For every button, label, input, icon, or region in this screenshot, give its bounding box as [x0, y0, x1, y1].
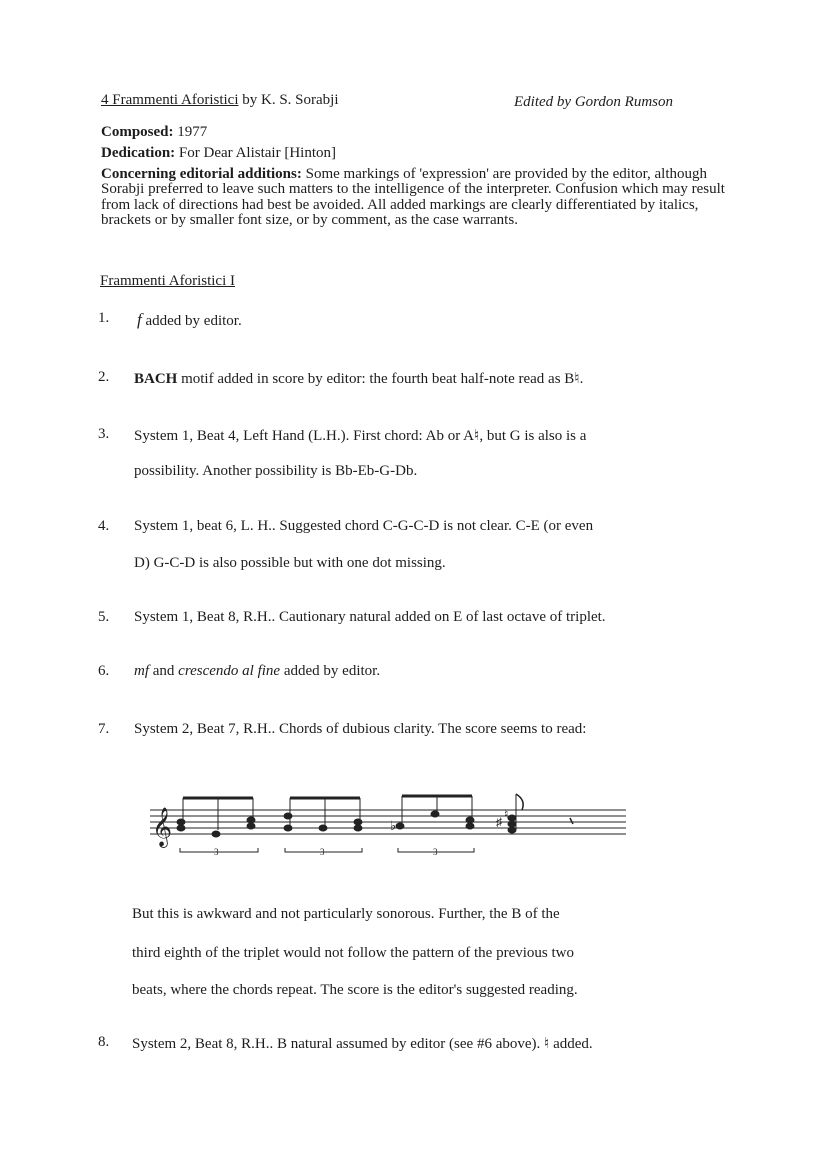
- note-number: 2.: [98, 369, 110, 385]
- editor-credit: Edited by Gordon Rumson: [514, 94, 674, 110]
- note-8-text: System 2, Beat 8, R.H.. B natural assumed by editor (see #6 above). ♮ added.: [132, 1036, 593, 1052]
- note-5-text: System 1, Beat 8, R.H.. Cautionary natural added on E of last octave of triplet.: [134, 609, 606, 625]
- title-work-name: 4 Frammenti Aforistici: [101, 92, 239, 108]
- concerning-label: Concerning editorial additions:: [101, 166, 302, 182]
- svg-text:♭: ♭: [390, 818, 397, 833]
- dedication-label: Dedication:: [101, 145, 176, 161]
- composed-line: [101, 125, 207, 140]
- note-7-paragraph-line-1: But this is awkward and not particularly sonorous. Further, the B of the: [132, 906, 560, 922]
- dynamic-mf-symbol: mf: [134, 663, 149, 679]
- note-number: 4.: [98, 518, 110, 534]
- note-number: 7.: [98, 721, 110, 737]
- note-1-text: added by editor.: [141, 313, 242, 329]
- staff-lines: [150, 810, 626, 834]
- note-text: [134, 369, 583, 388]
- concerning-text: Some markings of 'expression' are provided by the editor, although Sorabji preferred to leave such matters to the intelligence of the interpreter. Confusion which may result from lack of directions had best be avoided. All added markings are clearly differentiated by italics, brackets or by smaller font size, or by comment, as the case warrants.: [101, 166, 725, 228]
- note-text: [134, 663, 380, 680]
- crescendo-marking: crescendo al fine: [178, 663, 281, 679]
- note-3-line-1: System 1, Beat 4, Left Hand (L.H.). First chord: Ab or A♮, but G is also is a: [134, 428, 587, 444]
- composed-label: Composed:: [101, 124, 174, 140]
- note-number: 8.: [98, 1034, 110, 1050]
- note-number: 6.: [98, 663, 110, 679]
- bach-motif-label: BACH: [134, 371, 178, 387]
- note-6-text: added by editor.: [280, 663, 381, 679]
- note-text: [137, 310, 242, 330]
- note-2-text: motif added in score by editor: the fourth beat half-note read as B♮.: [177, 371, 584, 387]
- svg-text:♮: ♮: [504, 807, 509, 821]
- composed-value: 1977: [177, 124, 208, 140]
- svg-text:3: 3: [433, 847, 438, 857]
- treble-clef-icon: 𝄞: [152, 807, 173, 847]
- dedication-value: For Dear Alistair [Hinton]: [178, 145, 336, 161]
- note-number: 5.: [98, 609, 110, 625]
- note-7-text: System 2, Beat 7, R.H.. Chords of dubious clarity. The score seems to read:: [134, 721, 587, 737]
- note-7-paragraph-line-3: beats, where the chords repeat. The score is the editor's suggested reading.: [132, 982, 578, 998]
- note-7-paragraph-line-2: third eighth of the triplet would not follow the pattern of the previous two: [132, 945, 574, 961]
- dynamic-forte-symbol: f: [137, 310, 142, 329]
- note-4-line-2: D) G-C-D is also possible but with one dot missing.: [134, 555, 446, 571]
- svg-text:♯: ♯: [496, 815, 502, 829]
- svg-text:3: 3: [214, 847, 219, 857]
- note-6-mid: and: [149, 663, 179, 679]
- triplet-group-3: [390, 796, 474, 857]
- final-chord: [496, 794, 573, 833]
- note-number: 1.: [98, 310, 110, 326]
- title-composer: by K. S. Sorabji: [238, 92, 339, 108]
- note-number: 3.: [98, 426, 110, 442]
- note-3-line-2: possibility. Another possibility is Bb-Eb-G-Db.: [134, 463, 418, 479]
- section-heading: Frammenti Aforistici I: [100, 273, 235, 289]
- note-4-line-1: System 1, beat 6, L. H.. Suggested chord C-G-C-D is not clear. C-E (or even: [134, 518, 594, 534]
- music-example-staff: [150, 790, 630, 860]
- editorial-additions-paragraph: [101, 167, 731, 228]
- svg-text:3: 3: [320, 847, 325, 857]
- document-title: [101, 92, 339, 109]
- dedication-line: [101, 146, 336, 161]
